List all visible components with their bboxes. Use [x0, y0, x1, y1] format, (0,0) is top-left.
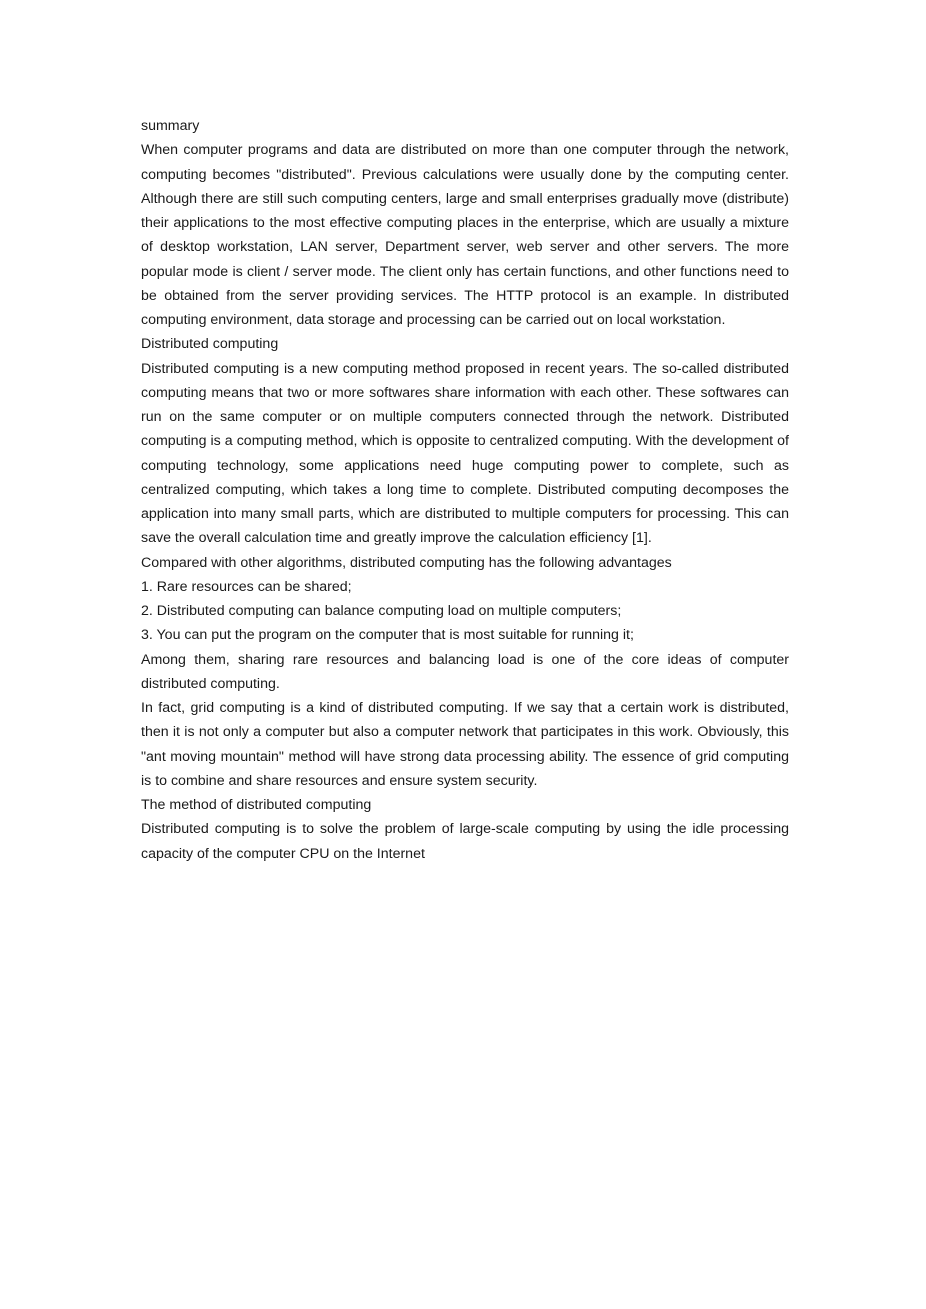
- core-ideas-paragraph: Among them, sharing rare resources and balancing load is one of the core ideas of computer distributed computing.: [141, 651, 789, 692]
- advantages-intro: Compared with other algorithms, distributed computing has the following advantages: [141, 554, 672, 571]
- method-paragraph: Distributed computing is to solve the problem of large-scale computing by using the idle processing capacity of the computer CPU on the Internet: [141, 821, 789, 862]
- grid-computing-paragraph: In fact, grid computing is a kind of distributed computing. If we say that a certain work is distributed, then it is not only a computer but also a computer network that participates in this work. Obviously, this "ant moving mountain" method will have strong data processing ability. The essence of grid computing is to combine and share resources and ensure system security.: [141, 700, 789, 789]
- document-page: [141, 114, 789, 866]
- advantage-item: 3. You can put the program on the computer that is most suitable for running it;: [141, 627, 634, 644]
- method-heading: The method of distributed computing: [141, 797, 372, 813]
- advantage-item: 2. Distributed computing can balance computing load on multiple computers;: [141, 603, 622, 619]
- summary-heading: summary: [141, 118, 200, 134]
- advantage-item: 1. Rare resources can be shared;: [141, 578, 352, 595]
- distributed-computing-heading: Distributed computing: [141, 336, 279, 353]
- summary-paragraph: When computer programs and data are distributed on more than one computer through the network, computing becomes "distributed". Previous calculations were usually done by the computing center. Although there are still such computing centers, large and small enterprises gradually move (distribute) their applications to the most effective computing places in the enterprise, which are usually a mixture of desktop workstation, LAN server, Department server, web server and other servers. The more popular mode is client / server mode. The client only has certain functions, and other functions need to be obtained from the server providing services. The HTTP protocol is an example. In distributed computing environment, data storage and processing can be carried out on local workstation.: [141, 142, 789, 328]
- distributed-computing-paragraph: Distributed computing is a new computing method proposed in recent years. The so-called distributed computing means that two or more softwares share information with each other. These softwares can run on the same computer or on multiple computers connected through the network. Distributed computing is a computing method, which is opposite to centralized computing. With the development of computing technology, some applications need huge computing power to complete, such as centralized computing, which takes a long time to complete. Distributed computing decomposes the application into many small parts, which are distributed to multiple computers for processing. This can save the overall calculation time and greatly improve the calculation efficiency [1].: [141, 360, 789, 547]
